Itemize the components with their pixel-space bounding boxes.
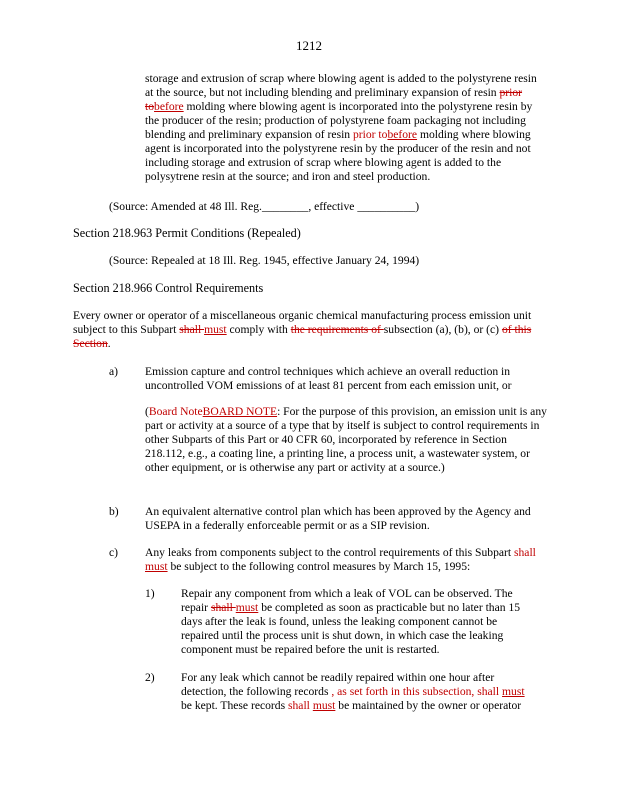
section-218-963-heading: Section 218.963 Permit Conditions (Repealed) [73,226,301,240]
deleted-text: of this Section [73,323,532,350]
board-note-paragraph [145,405,548,475]
text-run: be completed as soon as practicable but no later than 15 days after the leak is found, unless the leaking component cannot be repaired until the process unit is shut down, in which case the leaking component must be repaired before the unit is restarted. [181,601,521,656]
text-run: : For the purpose of this provision, an emission unit is any part or activity at a source of a type that by itself is subject to control requirements in other Subparts of this Part or 40 CFR 60, incorporated by reference in Section 218.112, e.g., a coating line, a printing line, a process unit, a wastewater system, or other equipment, or is otherwise any part or activity at a source.) [145,405,547,474]
deleted-text: prior to [145,86,523,113]
inserted-text: shall [288,699,310,712]
deleted-text: shall [210,601,236,614]
item-c-text [145,546,540,574]
text-run: molding where blowing agent is incorporated into the polystyrene resin by the producer of the resin and not including storage and extrusion of scrap where blowing agent is added to the polysytrene resin at the source; and iron and steel production. [145,128,531,183]
item-a-text [145,365,545,393]
text-run: comply with [226,323,291,336]
item-b-text [145,505,545,533]
inserted-text: Board Note [148,405,203,418]
item-b-label: b) [109,505,119,518]
page-number: 1212 [296,38,322,53]
subitem-2-label: 2) [145,671,155,684]
inserted-text: shall [514,546,536,559]
inserted-underlined-text: must [312,699,336,712]
definition-continuation-paragraph [145,72,545,184]
text-run: be subject to the following control measures by March 15, 1995: [167,560,471,573]
inserted-underlined-text: must [502,685,525,698]
item-c-label: c) [109,546,119,559]
text-run: molding where blowing agent is incorporated into the polystyrene resin by the producer of the resin; production of polystyrene foam packaging not including blending and preliminary expansion of resin [145,100,533,141]
source-note-repealed: (Source: Repealed at 18 Ill. Reg. 1945, effective January 24, 1994) [109,254,420,267]
subitem-1-text [181,587,536,657]
deleted-text: shall [179,323,205,336]
text-run: subsection (a), (b), or (c) [383,323,502,336]
text-run: Emission capture and control techniques which achieve an overall reduction in uncontrolled VOM emissions of at least 81 percent from each emission unit, or [145,365,512,392]
section-intro-paragraph [73,309,546,351]
inserted-underlined-text: must [145,560,168,573]
source-note-amended: (Source: Amended at 48 Ill. Reg.________, effective __________) [109,200,420,213]
subitem-1-label: 1) [145,587,155,600]
text-run: be kept. These records [181,699,288,712]
inserted-underlined-text: must [204,323,227,336]
inserted-underlined-text: before [387,128,418,141]
item-a-label: a) [109,365,119,378]
inserted-text: , as set forth in this subsection, shall [331,685,503,698]
text-run: For any leak which cannot be readily repaired within one hour after detection, the following records [181,671,495,698]
text-run: be maintained by the owner or operator [335,699,522,712]
text-run: Repair any component from which a leak of VOL can be observed. The repair [181,587,513,614]
text-run: storage and extrusion of scrap where blowing agent is added to the polystyrene resin at the source, but not including blending and preliminary expansion of resin [145,72,537,99]
subitem-2-text [181,671,526,713]
text-run: An equivalent alternative control plan which has been approved by the Agency and USEPA in a federally enforceable permit or as a SIP revision. [145,505,531,532]
inserted-underlined-text: before [154,100,184,113]
deleted-text: the requirements of [290,323,384,336]
text-run: ( [145,405,149,418]
section-218-966-heading: Section 218.966 Control Requirements [73,281,264,295]
inserted-underlined-text: must [235,601,259,614]
inserted-underlined-text: BOARD NOTE [202,405,278,418]
text-run: Every owner or operator of a miscellaneous organic chemical manufacturing process emission unit subject to this Subpart [73,309,532,336]
text-run: . [107,337,111,350]
text-run: Any leaks from components subject to the control requirements of this Subpart [145,546,514,559]
inserted-text: prior to [353,128,388,141]
